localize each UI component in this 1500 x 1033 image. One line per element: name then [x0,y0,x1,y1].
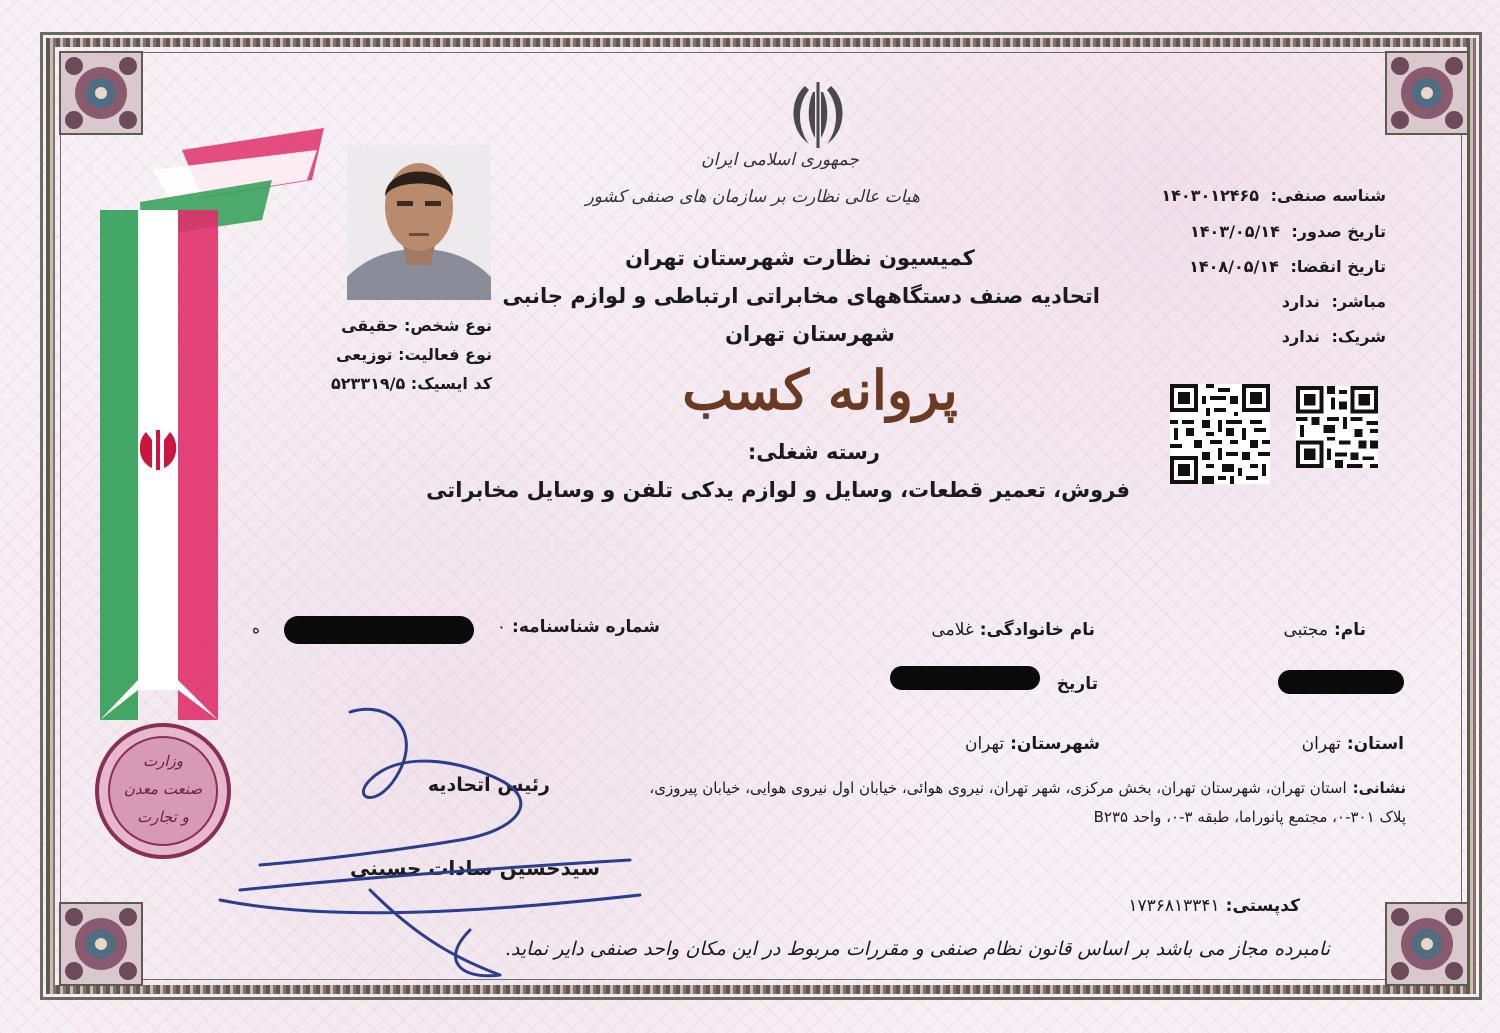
person-type-row [320,316,492,335]
province-label: استان: [1346,734,1404,754]
holder-photo [347,145,491,300]
flag-ribbon-icon [92,110,332,750]
manager-row [1066,292,1386,311]
redaction-bar [1278,670,1404,694]
expiry-date-value: ۱۴۰۸/۰۵/۱۴ [1189,257,1279,276]
province-field [1302,734,1404,754]
national-emblem-icon [783,78,853,152]
person-type-label: نوع شخص: [403,316,492,335]
category-label: رسته شغلی: [747,440,880,464]
supreme-board-heading: هیات عالی نظارت بر سازمان های صنفی کشور [585,187,920,207]
family-value: غلامی [931,620,974,640]
province-value: تهران [1301,734,1341,754]
name-label: نام: [1333,620,1366,640]
id-number-value: ۰ [496,617,507,637]
activity-value: توزیعی [336,345,393,364]
partner-row [1066,327,1386,346]
guild-id-value: ۱۴۰۳۰۱۲۴۶۵ [1161,186,1260,205]
county-field [965,734,1100,754]
id-number-field [497,617,660,637]
issue-date-label: تاریخ صدور: [1291,222,1386,241]
corner-ornament-icon [1384,50,1470,136]
isic-value: ۵۲۳۳۱۹/۵ [331,374,406,393]
redacted-tail-mark: ه [252,619,260,637]
redaction-bar [284,616,474,644]
county-value: تهران [964,734,1005,754]
isic-row [320,374,492,393]
county-label: شهرستان: [1010,734,1100,754]
category-value: فروش، تعمیر قطعات، وسایل و لوازم یدکی تلفن و وسایل مخابراتی [426,478,1130,502]
qr-code-icon [1169,384,1271,484]
partner-label: شریک: [1331,327,1386,346]
document-title: پروانه کسب [682,358,958,422]
expiry-date-label: تاریخ انقضا: [1290,257,1386,276]
address-label: نشانی: [1352,779,1406,797]
postal-value: ۱۷۳۶۸۱۳۳۴۱ [1128,896,1220,916]
issue-date-value: ۱۴۰۳/۰۵/۱۴ [1190,222,1280,241]
signature-name: سیدحسین سادات حسینی [350,856,600,880]
issue-date-row [1066,222,1386,241]
union-city-heading: شهرستان تهران [725,322,895,346]
seal-text-top: وزارت [142,752,184,770]
birth-label: تاریخ [1056,674,1098,694]
family-label: نام خانوادگی: [979,620,1095,640]
birth-field [1051,674,1098,694]
seal-text-mid: صنعت معدن [123,780,203,798]
manager-label: مباشر: [1331,292,1386,311]
postal-label: کدپستی: [1225,896,1300,916]
address-value: استان تهران، شهرستان تهران، بخش مرکزی، شهر تهران، نیروی هوائی، خیابان اول نیروی هوایی، خیابان پیروزی، پلاک ۳۰۱-۰، مجتمع پانوراما، طبقه ۳-۰، واحد B۲۳۵ [649,779,1406,826]
union-heading: اتحادیه صنف دستگاههای مخابراتی ارتباطی و لوازم جانبی [502,284,1100,308]
name-value: مجتبی [1283,620,1328,640]
guild-id-row [1066,186,1386,205]
commission-heading: کمیسیون نظارت شهرستان تهران [625,246,975,270]
redaction-bar [890,666,1040,690]
person-type-value: حقیقی [341,316,399,335]
postal-field [1080,896,1300,916]
corner-ornament-icon [1384,901,1470,987]
partner-value: ندارد [1281,327,1320,346]
name-field [1283,620,1366,640]
family-field [931,620,1095,640]
expiry-date-row [1066,257,1386,276]
address-field [640,774,1406,832]
isic-label: کد ایسیک: [410,374,492,393]
signature-title: رئیس اتحادیه [427,774,550,796]
footer-note: نامبرده مجاز می باشد بر اساس قانون نظام صنفی و مقررات مربوط در این مکان واحد صنفی دایر نماید. [504,938,1330,960]
manager-value: ندارد [1281,292,1320,311]
qr-code-icon [1296,386,1378,468]
activity-row [320,345,492,364]
corner-ornament-icon [58,901,144,987]
seal-text-bottom: و تجارت [137,808,189,826]
id-number-label: شماره شناسنامه: [512,617,660,637]
portrait-icon [347,145,491,300]
activity-label: نوع فعالیت: [398,345,492,364]
guild-id-label: شناسه صنفی: [1270,186,1386,205]
republic-heading: جمهوری اسلامی ایران [701,150,859,170]
